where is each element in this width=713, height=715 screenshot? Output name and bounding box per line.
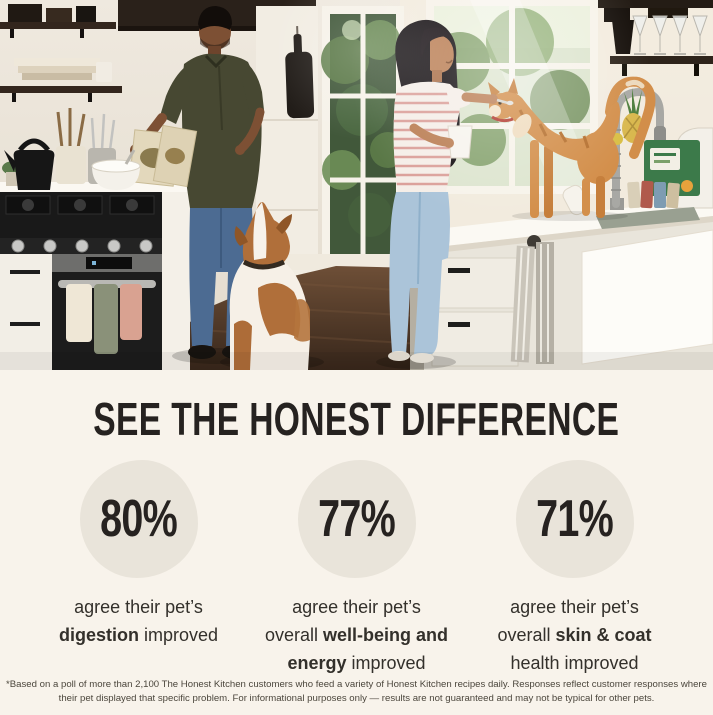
stat-description-text: agree their pet’s [292, 597, 421, 617]
section-heading [0, 396, 713, 442]
stat-description-text: overall [265, 625, 323, 645]
footnote-text: *Based on a poll of more than 2,100 The Honest Kitchen customers who feed a variety of Honest Kitchen recipes daily. Responses reflect customer responses where their pet displayed that specific problem. For informational purposes only — results are not guaranteed and may not be typical for other pets. [0, 678, 713, 707]
stat-card [472, 460, 678, 678]
stat-description-bold: skin & coat [556, 625, 652, 645]
section-heading-text: SEE THE HONEST DIFFERENCE [94, 396, 620, 442]
stats-row [0, 460, 713, 678]
stat-value: 71% [536, 489, 613, 549]
stat-description-text: improved [139, 625, 218, 645]
stat-description-text: overall [497, 625, 555, 645]
stat-description-text: improved [346, 653, 425, 673]
stat-card [36, 460, 242, 678]
stat-value: 80% [100, 489, 177, 549]
stats-section [0, 370, 713, 715]
stat-value: 77% [318, 489, 395, 549]
stat-description-bold: digestion [59, 625, 139, 645]
stat-description-text: health improved [510, 653, 638, 673]
range-stove [0, 182, 190, 370]
stat-card [254, 460, 460, 678]
stat-description-bold: well-being and [323, 625, 448, 645]
stat-circle [298, 460, 416, 578]
stat-description-text: agree their pet’s [74, 597, 203, 617]
stat-circle [516, 460, 634, 578]
stat-description-bold: energy [287, 653, 346, 673]
stat-description [59, 594, 218, 650]
stat-description-text: agree their pet’s [510, 597, 639, 617]
stat-circle [80, 460, 198, 578]
stat-description [497, 594, 651, 678]
stat-description [265, 594, 448, 678]
